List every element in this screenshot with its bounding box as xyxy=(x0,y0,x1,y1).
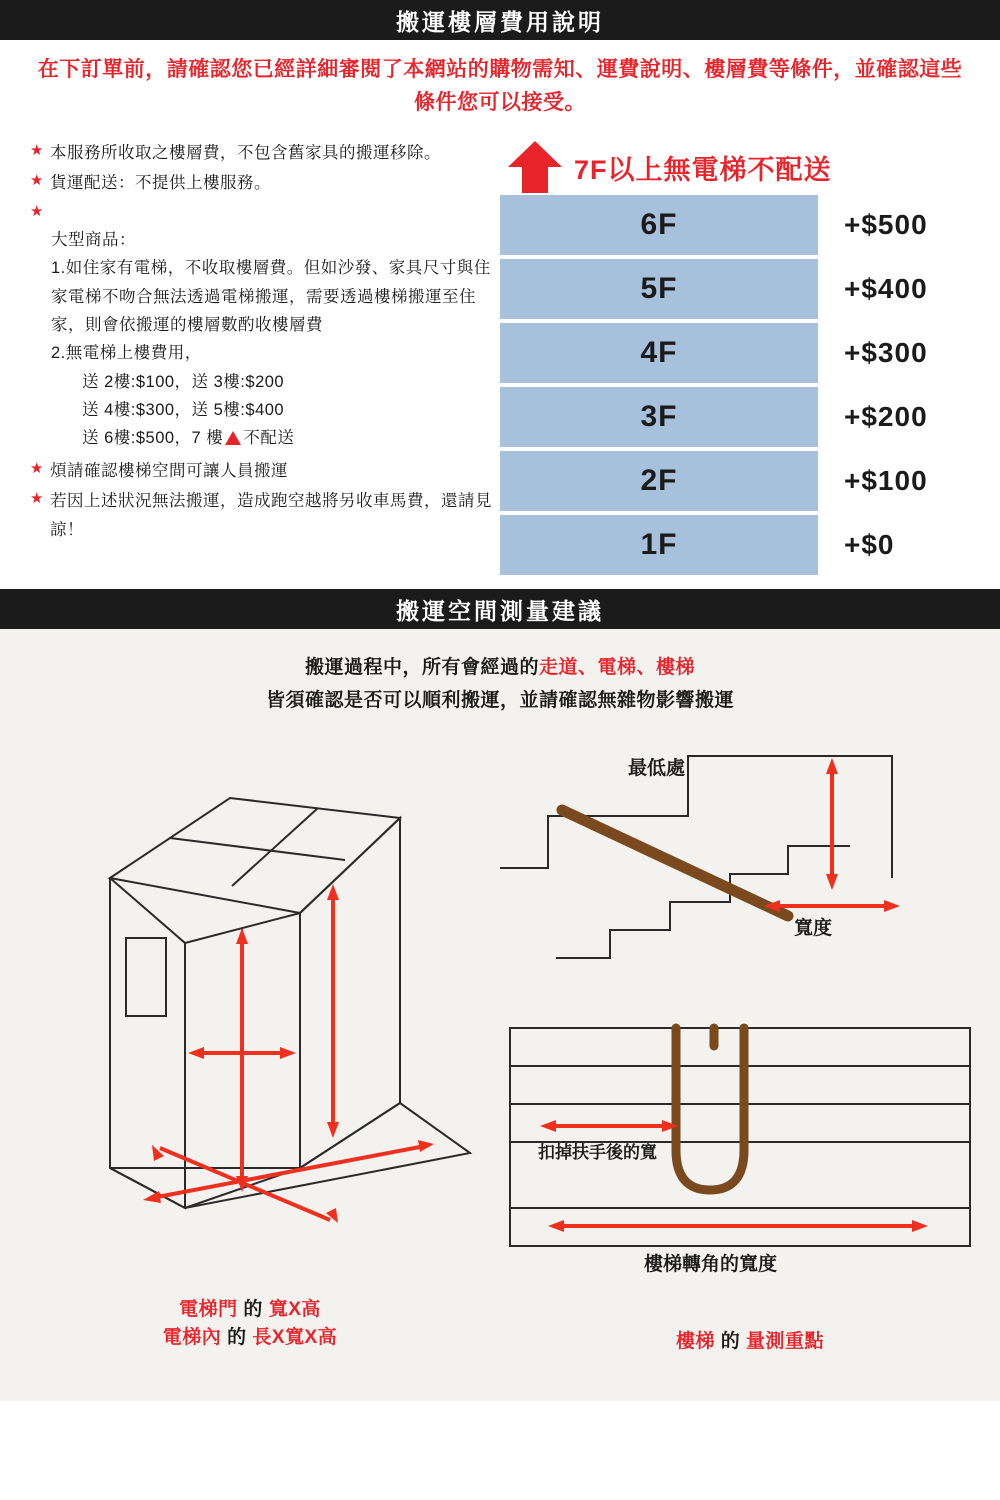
note-item xyxy=(30,200,494,224)
note-subtext: 大型商品： xyxy=(51,230,136,249)
floor-price: +$300 xyxy=(844,337,928,369)
stairs-lowest-label: 最低處 xyxy=(628,757,686,779)
star-icon: ★ xyxy=(30,490,44,508)
incline-line xyxy=(562,810,788,916)
chart-top-row xyxy=(500,139,984,195)
elevator-caption-of-1: 的 xyxy=(243,1298,263,1320)
notes-list xyxy=(0,139,500,579)
note-item xyxy=(30,457,494,485)
fee-line-suffix: 不配送 xyxy=(243,429,295,448)
note-subtext: 1.如住家有電梯，不收取樓層費。但如沙發、家具尺寸與住家電梯不吻合無法透過電梯搬運，需要透過樓梯搬運至住家，則會依搬運的樓層數酌收樓層費 xyxy=(51,259,491,334)
floor-label: 4F xyxy=(500,323,818,383)
section1-intro: 在下訂單前，請確認您已經詳細審閱了本網站的購物需知、運費說明、樓層費等條件，並確認這些條件您可以接受。 xyxy=(37,58,963,114)
floor-price: +$500 xyxy=(844,209,928,241)
fee-line-prefix: 送 6樓:$500，7 樓 xyxy=(82,429,224,448)
star-icon: ★ xyxy=(30,172,44,190)
floor-price: +$200 xyxy=(844,401,928,433)
star-icon: ★ xyxy=(30,142,44,160)
warning-triangle-icon xyxy=(225,431,241,445)
section2-body xyxy=(0,629,1000,1401)
fee-line-6f7f xyxy=(30,424,494,452)
star-icon: ★ xyxy=(30,459,44,477)
fee-line-2f3f: 送 2樓:$100，送 3樓:$200 xyxy=(82,372,285,391)
lead-line-2: 皆須確認是否可以順利搬運，並請確認無雜物影響搬運 xyxy=(265,690,734,712)
lead-line-1-highlight: 走道、電梯、樓梯 xyxy=(539,657,696,679)
floor-row xyxy=(500,515,984,575)
section2-title-band xyxy=(0,589,1000,629)
stairs-caption-b: 的 xyxy=(720,1330,741,1352)
lead-line-1-a: 搬運過程中，所有會經過的 xyxy=(304,657,539,679)
note-text: 本服務所收取之樓層費，不包含舊家具的搬運移除。 xyxy=(49,144,441,163)
floor-row xyxy=(500,195,984,255)
elevator-door-label: 電梯門 xyxy=(179,1298,238,1320)
stairs-corner-label: 樓梯轉角的寬度 xyxy=(644,1253,778,1275)
stairs-handrail-label: 扣掉扶手後的寬 xyxy=(538,1142,657,1162)
chart-top-label: 7F以上無電梯不配送 xyxy=(574,154,832,185)
elevator-caption xyxy=(0,1296,500,1353)
floor-price: +$400 xyxy=(844,273,928,305)
stairs-caption xyxy=(500,1326,1000,1353)
floor-row xyxy=(500,259,984,319)
floor-price: +$100 xyxy=(844,465,928,497)
elevator-caption-line-2 xyxy=(0,1324,500,1353)
up-arrow-icon xyxy=(504,139,566,195)
floor-price: +$0 xyxy=(844,529,895,561)
note-subtext: 2.無電梯上樓費用， xyxy=(51,344,202,363)
floor-row xyxy=(500,387,984,447)
note-item xyxy=(30,139,494,167)
floor-label: 5F xyxy=(500,259,818,319)
section2-title: 搬運空間測量建議 xyxy=(396,597,604,624)
floor-row xyxy=(500,323,984,383)
floor-label: 1F xyxy=(500,515,818,575)
note-item xyxy=(30,487,494,544)
note-text: 貨運配送：不提供上樓服務。 xyxy=(49,174,271,193)
elevator-diagram xyxy=(0,708,500,1308)
elevator-caption-line-1 xyxy=(0,1296,500,1325)
note-text: 煩請確認樓梯空間可讓人員搬運 xyxy=(49,461,288,480)
elevator-caption-of-2: 的 xyxy=(227,1327,247,1349)
lead-line-1 xyxy=(0,651,1000,684)
stairs-side-diagram xyxy=(500,728,1000,1028)
section1-title: 搬運樓層費用說明 xyxy=(396,8,604,35)
note-text: 若因上述狀況無法搬運，造成跑空越將另收車馬費，還請見諒！ xyxy=(49,492,492,539)
note-item xyxy=(30,169,494,197)
stairs-caption-c: 量測重點 xyxy=(746,1330,825,1352)
diagrams-area xyxy=(0,718,1000,1378)
star-icon: ★ xyxy=(30,202,44,220)
section1-title-band xyxy=(0,0,1000,40)
stairs-width-label: 寬度 xyxy=(794,917,833,939)
elevator-inner-dims: 長X寬X高 xyxy=(252,1327,338,1349)
floor-label: 3F xyxy=(500,387,818,447)
section1-body xyxy=(0,125,1000,589)
elevator-door-dims: 寬X高 xyxy=(268,1298,321,1320)
stairs-corner-diagram xyxy=(500,1018,1000,1288)
stairs-caption-a: 樓梯 xyxy=(675,1330,715,1352)
elevator-inner-label: 電梯內 xyxy=(162,1327,222,1349)
floor-label: 2F xyxy=(500,451,818,511)
floor-label: 6F xyxy=(500,195,818,255)
floor-fee-chart xyxy=(500,139,1000,579)
floor-row xyxy=(500,451,984,511)
fee-line-4f5f: 送 4樓:$300，送 5樓:$400 xyxy=(82,401,285,420)
